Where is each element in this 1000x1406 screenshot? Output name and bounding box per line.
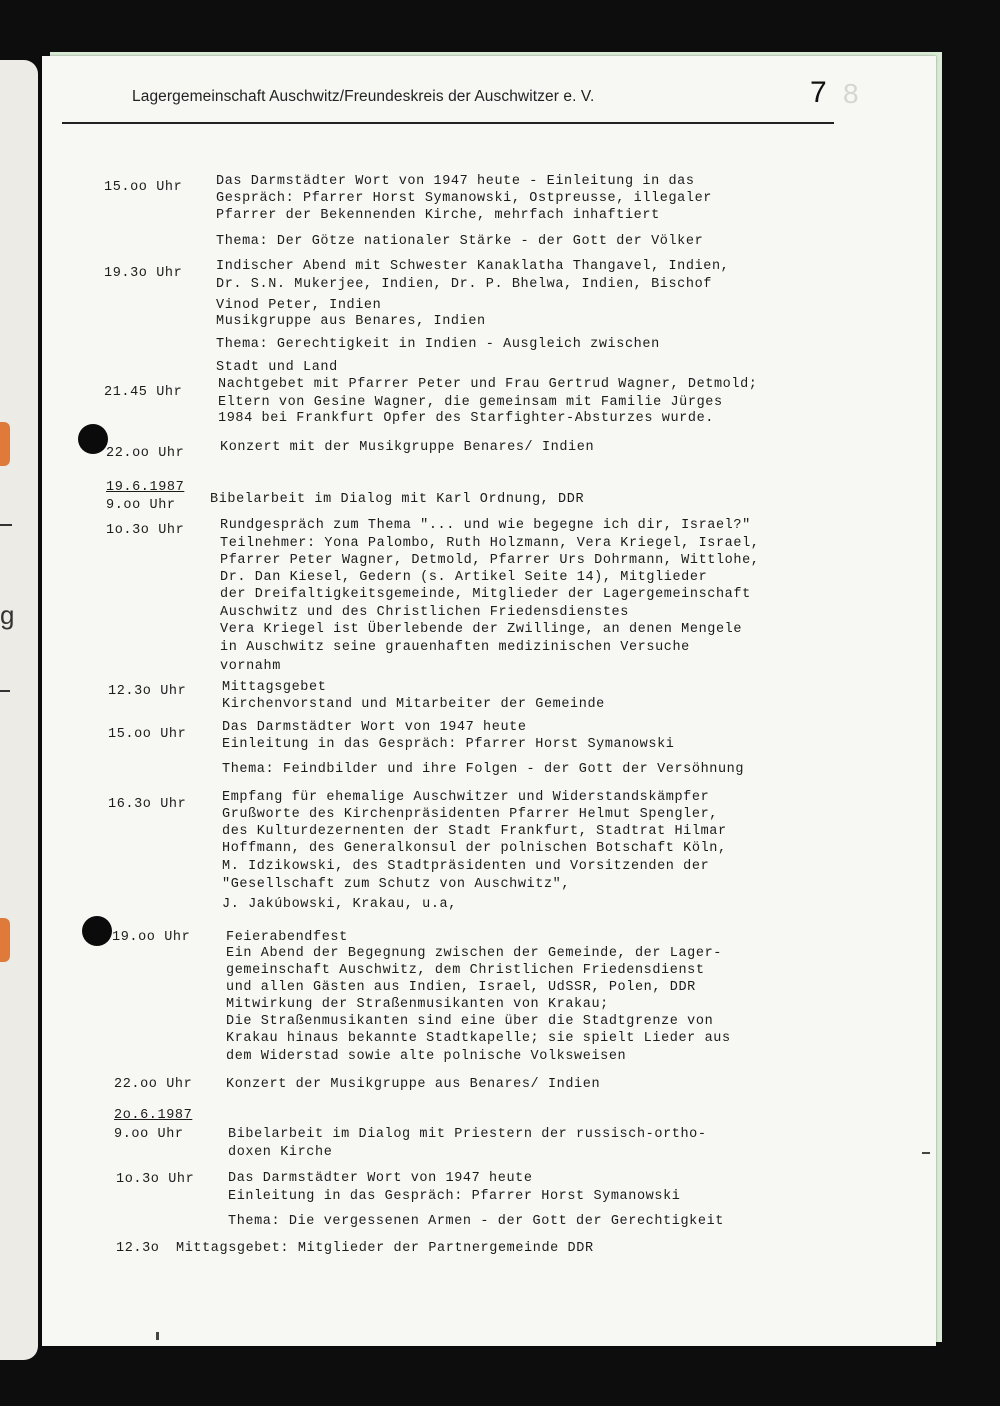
- entry-text-line: der Dreifaltigkeitsgemeinde, Mitglieder der Lagergemeinschaft: [220, 587, 751, 602]
- entry-text-line: Mittagsgebet: [222, 680, 327, 695]
- entry-time: 1o.3o Uhr: [106, 523, 185, 538]
- entry-text-line: Indischer Abend mit Schwester Kanaklatha Thangavel, Indien,: [216, 259, 730, 274]
- entry-text-line: und allen Gästen aus Indien, Israel, UdSSR, Polen, DDR: [226, 980, 696, 995]
- entry-text-line: Einleitung in das Gespräch: Pfarrer Horst Symanowski: [222, 737, 675, 752]
- entry-text-line: Teilnehmer: Yona Palombo, Ruth Holzmann, Vera Kriegel, Israel,: [220, 536, 760, 551]
- entry-text-line: Konzert mit der Musikgruppe Benares/ Indien: [220, 440, 595, 455]
- entry-text-line: Mittagsgebet: Mitglieder der Partnergemeinde DDR: [176, 1241, 594, 1256]
- entry-text-line: Hoffmann, des Generalkonsul der polnischen Botschaft Köln,: [222, 841, 727, 856]
- orange-tab-marker: [0, 422, 10, 466]
- entry-text-line: Grußworte des Kirchenpräsidenten Pfarrer Helmut Spengler,: [222, 807, 718, 822]
- entry-text-line: in Auschwitz seine grauenhaften medizinischen Versuche: [220, 640, 690, 655]
- previous-page-mark: [0, 690, 10, 692]
- entry-text-line: Ein Abend der Begegnung zwischen der Gemeinde, der Lager-: [226, 946, 722, 961]
- entry-text-line: Das Darmstädter Wort von 1947 heute: [222, 720, 527, 735]
- entry-text-line: Bibelarbeit im Dialog mit Karl Ordnung, DDR: [210, 492, 585, 507]
- entry-text-line: M. Idzikowski, des Stadtpräsidenten und Vorsitzenden der: [222, 859, 710, 874]
- entry-time: 15.oo Uhr: [104, 180, 183, 195]
- day-heading-date: 2o.6.1987: [114, 1108, 193, 1123]
- entry-text-line: Vera Kriegel ist Überlebende der Zwillinge, an denen Mengele: [220, 622, 743, 637]
- entry-text-line: vornahm: [220, 659, 281, 674]
- entry-time: 22.oo Uhr: [114, 1077, 193, 1092]
- punch-hole: [82, 916, 112, 946]
- entry-text-line: Vinod Peter, Indien: [216, 298, 382, 313]
- entry-text-line: Nachtgebet mit Pfarrer Peter und Frau Gertrud Wagner, Detmold;: [218, 377, 758, 392]
- entry-text-line: Einleitung in das Gespräch: Pfarrer Horst Symanowski: [228, 1189, 681, 1204]
- entry-time: 21.45 Uhr: [104, 385, 183, 400]
- entry-text-line: Kirchenvorstand und Mitarbeiter der Gemeinde: [222, 697, 605, 712]
- previous-page-edge: [0, 60, 38, 1360]
- entry-text-line: Bibelarbeit im Dialog mit Priestern der russisch-ortho-: [228, 1127, 707, 1142]
- entry-time: 15.oo Uhr: [108, 727, 187, 742]
- entry-text-line: Auschwitz und des Christlichen Friedensdienstes: [220, 605, 629, 620]
- entry-text-line: J. Jakúbowski, Krakau, u.a,: [222, 897, 457, 912]
- previous-page-letter: g: [0, 600, 15, 630]
- entry-theme-line: Thema: Feindbilder und ihre Folgen - der Gott der Versöhnung: [222, 762, 745, 777]
- entry-text-line: gemeinschaft Auschwitz, dem Christlichen Friedensdienst: [226, 963, 705, 978]
- entry-text-line: "Gesellschaft zum Schutz von Auschwitz",: [222, 877, 571, 892]
- entry-time: 1o.3o Uhr: [116, 1172, 195, 1187]
- entry-text-line: Feierabendfest: [226, 930, 348, 945]
- page-header-title: Lagergemeinschaft Auschwitz/Freundeskreis der Auschwitzer e. V.: [132, 88, 595, 105]
- orange-tab-marker: [0, 918, 10, 962]
- entry-text-line: doxen Kirche: [228, 1145, 333, 1160]
- entry-text-line: dem Widerstad sowie alte polnische Volksweisen: [226, 1049, 627, 1064]
- entry-time: 19.3o Uhr: [104, 266, 183, 281]
- show-through-page-number: 8: [843, 78, 859, 109]
- entry-text-line: Musikgruppe aus Benares, Indien: [216, 314, 486, 329]
- entry-text-line: Das Darmstädter Wort von 1947 heute: [228, 1171, 533, 1186]
- entry-theme-line: Stadt und Land: [216, 360, 338, 375]
- entry-text-line: Eltern von Gesine Wagner, die gemeinsam mit Familie Jürges: [218, 395, 723, 410]
- entry-text-line: Pfarrer der Bekennenden Kirche, mehrfach inhaftiert: [216, 208, 660, 223]
- header-rule: [62, 122, 834, 124]
- entry-text-line: Mitwirkung der Straßenmusikanten von Krakau;: [226, 997, 609, 1012]
- entry-time: 16.3o Uhr: [108, 797, 187, 812]
- margin-mark: [922, 1152, 930, 1154]
- entry-theme-line: Thema: Die vergessenen Armen - der Gott der Gerechtigkeit: [228, 1214, 724, 1229]
- entry-time: 9.oo Uhr: [114, 1127, 184, 1142]
- entry-text-line: Die Straßenmusikanten sind eine über die Stadtgrenze von: [226, 1014, 714, 1029]
- margin-mark: [156, 1332, 159, 1340]
- entry-text-line: Dr. S.N. Mukerjee, Indien, Dr. P. Bhelwa, Indien, Bischof: [216, 277, 712, 292]
- entry-text-line: Konzert der Musikgruppe aus Benares/ Indien: [226, 1077, 601, 1092]
- entry-text-line: Das Darmstädter Wort von 1947 heute - Einleitung in das: [216, 174, 695, 189]
- entry-time: 12.3o: [116, 1241, 160, 1256]
- entry-text-line: Pfarrer Peter Wagner, Detmold, Pfarrer Urs Dohrmann, Wittlohe,: [220, 553, 760, 568]
- entry-text-line: Dr. Dan Kiesel, Gedern (s. Artikel Seite 14), Mitglieder: [220, 570, 708, 585]
- entry-text-line: des Kulturdezernenten der Stadt Frankfurt, Stadtrat Hilmar: [222, 824, 727, 839]
- entry-text-line: Krakau hinaus bekannte Stadtkapelle; sie spielt Lieder aus: [226, 1031, 731, 1046]
- entry-time: 22.oo Uhr: [106, 446, 185, 461]
- page-number: 7: [810, 76, 827, 109]
- entry-text-line: 1984 bei Frankfurt Opfer des Starfighter-Absturzes wurde.: [218, 411, 714, 426]
- previous-page-mark: [0, 524, 12, 526]
- entry-theme-line: Thema: Der Götze nationaler Stärke - der Gott der Völker: [216, 234, 704, 249]
- entry-time: 12.3o Uhr: [108, 684, 187, 699]
- entry-time: 19.oo Uhr: [112, 930, 191, 945]
- punch-hole: [78, 424, 108, 454]
- entry-text-line: Empfang für ehemalige Auschwitzer und Widerstandskämpfer: [222, 790, 710, 805]
- entry-theme-line: Thema: Gerechtigkeit in Indien - Ausgleich zwischen: [216, 337, 660, 352]
- entry-text-line: Rundgespräch zum Thema "... und wie begegne ich dir, Israel?": [220, 518, 751, 533]
- entry-text-line: Gespräch: Pfarrer Horst Symanowski, Ostpreusse, illegaler: [216, 191, 712, 206]
- day-heading-date: 19.6.1987: [106, 480, 185, 495]
- entry-time: 9.oo Uhr: [106, 498, 176, 513]
